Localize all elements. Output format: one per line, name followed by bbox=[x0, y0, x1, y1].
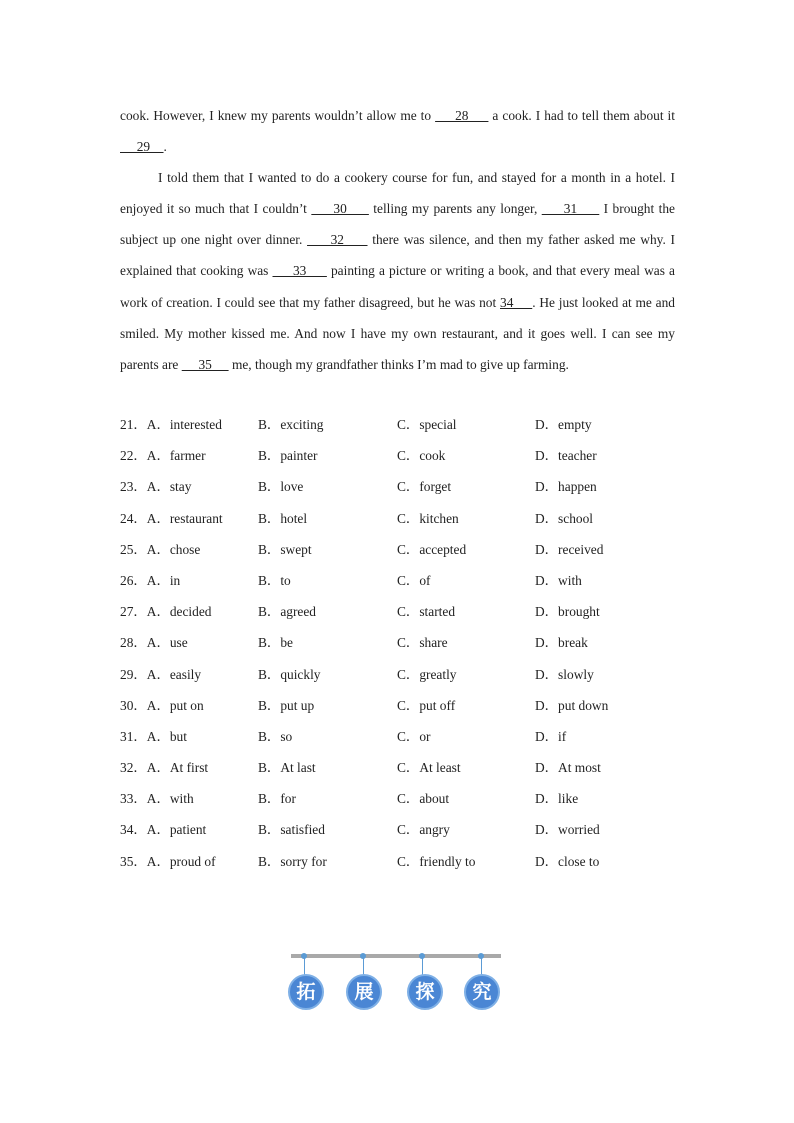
option-a: 25．A．chose bbox=[120, 541, 201, 557]
option-c: C．accepted bbox=[397, 541, 467, 557]
option-a: 29．A．easily bbox=[120, 666, 202, 682]
option-b: B．love bbox=[258, 479, 304, 495]
option-d: D．close to bbox=[535, 853, 600, 869]
option-a: 33．A．with bbox=[120, 791, 194, 807]
option-d: D．put down bbox=[535, 697, 609, 713]
cloze-passage bbox=[120, 100, 675, 380]
option-b: B．be bbox=[258, 635, 293, 651]
option-b: B．quickly bbox=[258, 666, 321, 682]
option-d: D．empty bbox=[535, 417, 592, 432]
passage-paragraph-2 bbox=[120, 162, 675, 380]
option-a: 22．A．farmer bbox=[120, 448, 206, 464]
question-options-row bbox=[120, 440, 680, 471]
question-options-row bbox=[120, 846, 680, 877]
option-c: C．or bbox=[397, 728, 431, 744]
section-banner bbox=[286, 948, 506, 1018]
option-a: 27．A．decided bbox=[120, 604, 212, 620]
passage-text: me, though my grandfather thinks I’m mad to give up farming. bbox=[228, 356, 569, 372]
option-a: 24．A．restaurant bbox=[120, 510, 223, 526]
option-d: D．happen bbox=[535, 479, 597, 495]
banner-character-circle: 展 bbox=[346, 974, 382, 1010]
passage-text: . He just looked at me and smiled. My mother kissed me. And now I have my own restaurant, and it goes well. I can see my parents are bbox=[120, 294, 675, 372]
option-a: 26．A．in bbox=[120, 572, 181, 588]
question-options-row bbox=[120, 534, 680, 565]
option-b: B．hotel bbox=[258, 510, 308, 526]
option-c: C．started bbox=[397, 604, 456, 620]
option-d: D．received bbox=[535, 541, 604, 557]
option-d: D．school bbox=[535, 510, 594, 526]
question-options-row bbox=[120, 752, 680, 783]
option-a: 35．A．proud of bbox=[120, 853, 216, 869]
option-c: C．special bbox=[397, 417, 457, 432]
option-a: 30．A．put on bbox=[120, 697, 204, 713]
option-b: B．agreed bbox=[258, 604, 317, 620]
option-d: D．break bbox=[535, 635, 588, 651]
option-c: C．share bbox=[397, 635, 448, 651]
answer-options bbox=[120, 409, 680, 877]
option-d: D．if bbox=[535, 728, 567, 744]
option-a: 34．A．patient bbox=[120, 822, 207, 838]
banner-character-circle: 拓 bbox=[288, 974, 324, 1010]
blank-30: 30 bbox=[311, 201, 369, 217]
option-b: B．sorry for bbox=[258, 853, 327, 869]
question-options-row bbox=[120, 409, 680, 440]
banner-bar bbox=[291, 954, 501, 958]
option-a: 21．A．interested bbox=[120, 417, 222, 432]
passage-text: a cook. I had to tell them about it bbox=[488, 108, 675, 123]
blank-32: 32 bbox=[307, 232, 368, 248]
option-c: C．of bbox=[397, 572, 431, 588]
passage-text: cook. However, I knew my parents wouldn’t allow me to bbox=[120, 108, 436, 123]
question-options-row bbox=[120, 627, 680, 658]
option-d: D．At most bbox=[535, 760, 601, 776]
option-d: D．worried bbox=[535, 822, 600, 838]
option-c: C．forget bbox=[397, 479, 452, 495]
question-options-row bbox=[120, 503, 680, 534]
option-b: B．At last bbox=[258, 760, 316, 776]
passage-text: . bbox=[163, 139, 167, 155]
option-b: B．painter bbox=[258, 448, 318, 464]
passage-text: I told them that I wanted to do a cookery course for fun, and stayed for a month in a hotel. I enjoyed it so much that I couldn’t bbox=[120, 170, 675, 217]
passage-text: telling my parents any longer, bbox=[368, 201, 542, 217]
option-d: D．like bbox=[535, 791, 579, 807]
blank-29: 29 bbox=[120, 139, 164, 155]
blank-31: 31 bbox=[541, 201, 600, 217]
question-options-row bbox=[120, 814, 680, 845]
blank-34: 34 bbox=[500, 294, 533, 310]
option-d: D．brought bbox=[535, 604, 600, 620]
option-d: D．slowly bbox=[535, 666, 594, 682]
option-a: 28．A．use bbox=[120, 635, 188, 651]
option-a: 32．A．At first bbox=[120, 760, 209, 776]
blank-35: 35 bbox=[181, 356, 229, 372]
passage-text: painting a picture or writing a book, and that every meal was a work of creation. I could see that my father disagreed, but he was not bbox=[120, 263, 675, 310]
option-a: 23．A．stay bbox=[120, 479, 192, 495]
option-c: C．At least bbox=[397, 760, 461, 776]
option-d: D．with bbox=[535, 572, 582, 588]
blank-28: 28 bbox=[435, 108, 489, 123]
option-b: B．exciting bbox=[258, 417, 324, 432]
option-b: B．for bbox=[258, 791, 296, 807]
option-c: C．friendly to bbox=[397, 853, 476, 869]
option-a: 31．A．but bbox=[120, 728, 187, 744]
question-options-row bbox=[120, 783, 680, 814]
option-b: B．so bbox=[258, 728, 293, 744]
question-options-row bbox=[120, 659, 680, 690]
question-options-row bbox=[120, 721, 680, 752]
option-d: D．teacher bbox=[535, 448, 597, 464]
passage-paragraph-1 bbox=[120, 100, 675, 162]
banner-character-circle: 究 bbox=[464, 974, 500, 1010]
passage-text: I brought the subject up one night over dinner. bbox=[120, 201, 675, 248]
option-c: C．cook bbox=[397, 448, 446, 464]
banner-character-circle: 探 bbox=[407, 974, 443, 1010]
passage-text: there was silence, and then my father asked me why. I explained that cooking was bbox=[120, 232, 675, 279]
question-options-row bbox=[120, 690, 680, 721]
option-c: C．kitchen bbox=[397, 510, 459, 526]
question-options-row bbox=[120, 471, 680, 502]
option-c: C．angry bbox=[397, 822, 450, 838]
blank-33: 33 bbox=[272, 263, 327, 279]
option-c: C．about bbox=[397, 791, 450, 807]
option-b: B．to bbox=[258, 572, 291, 588]
question-options-row bbox=[120, 596, 680, 627]
option-c: C．put off bbox=[397, 697, 456, 713]
question-options-row bbox=[120, 565, 680, 596]
option-c: C．greatly bbox=[397, 666, 457, 682]
option-b: B．satisfied bbox=[258, 822, 325, 838]
option-b: B．put up bbox=[258, 697, 315, 713]
option-b: B．swept bbox=[258, 541, 312, 557]
